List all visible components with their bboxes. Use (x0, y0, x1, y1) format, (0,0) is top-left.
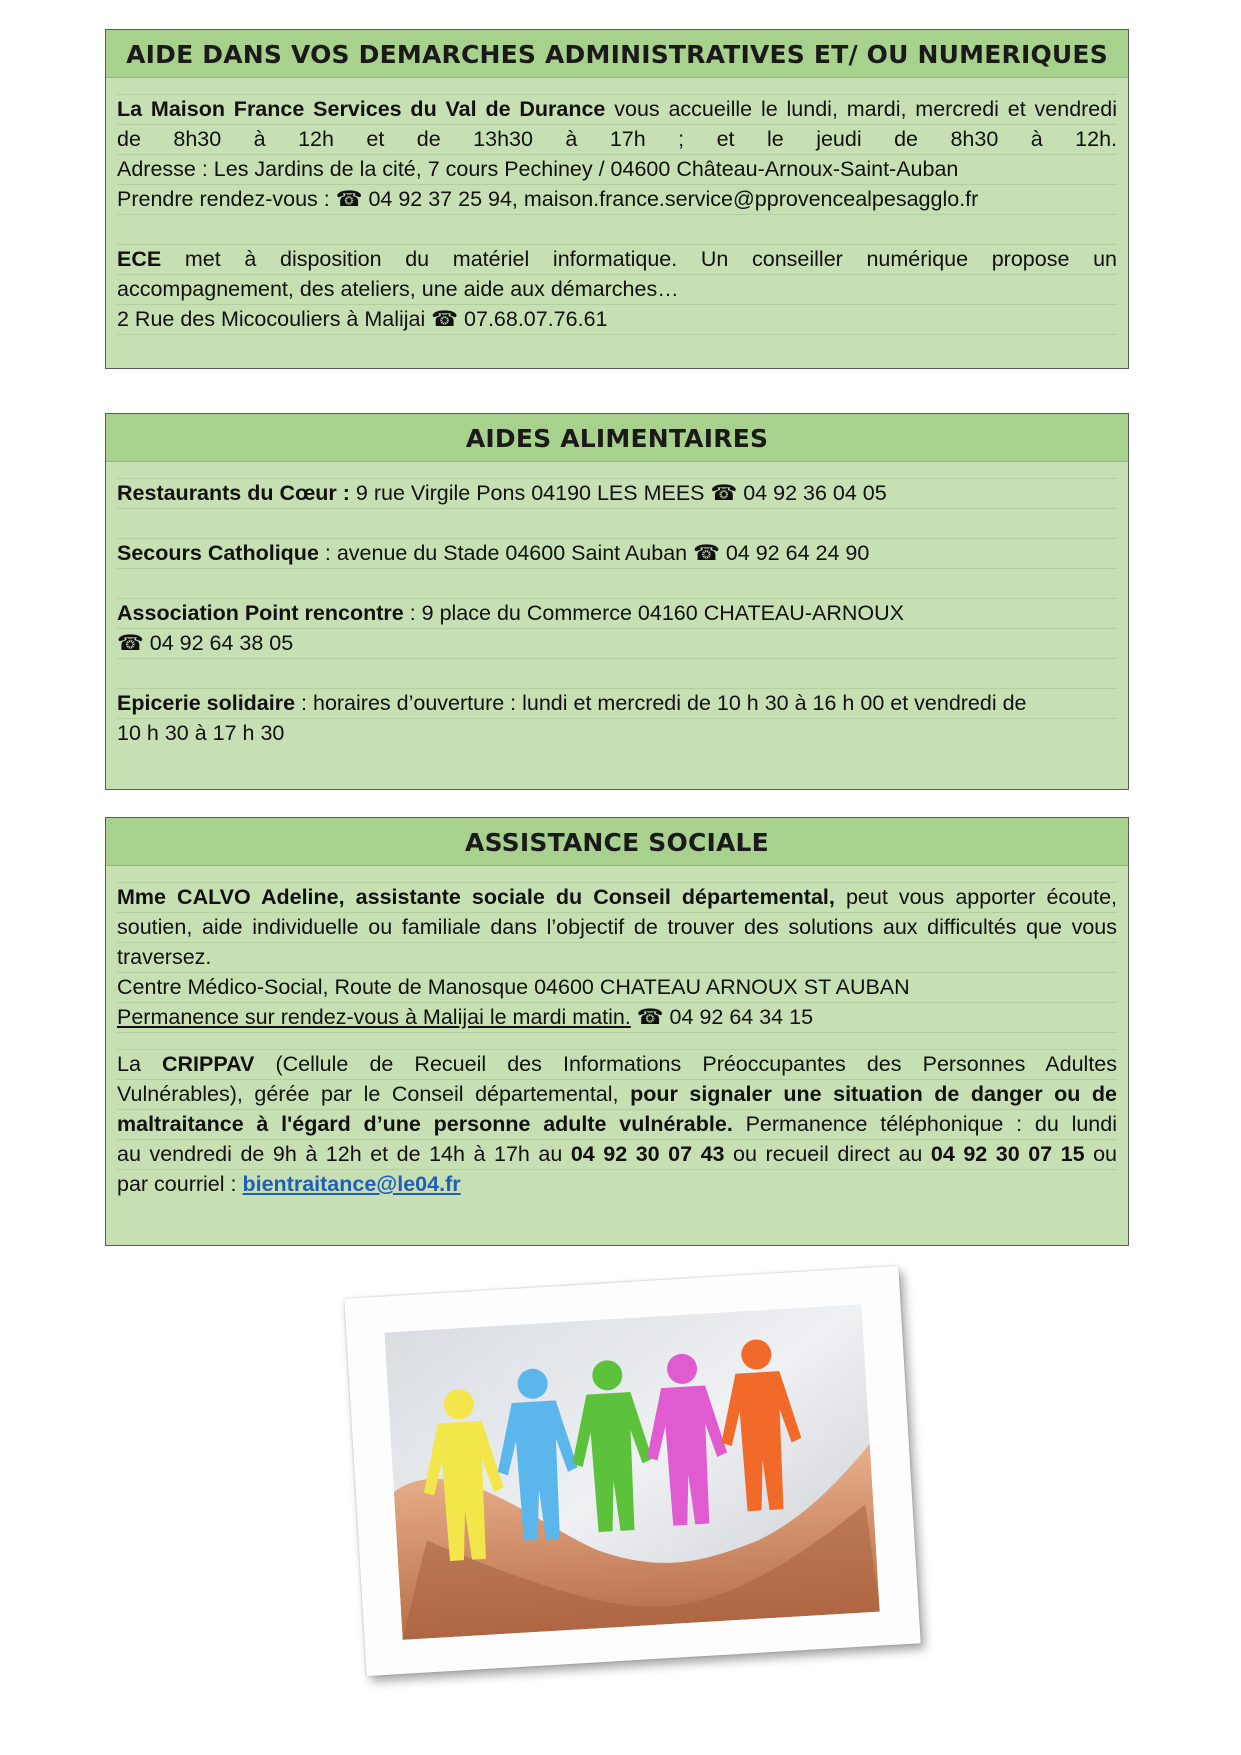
section-title: AIDES ALIMENTAIRES (106, 414, 1128, 462)
org-name: Association Point rencontre (117, 601, 404, 625)
email-link[interactable]: bientraitance@le04.fr (242, 1172, 461, 1196)
section-social-assistance (105, 817, 1129, 1246)
text-line: Restaurants du Cœur : 9 rue Virgile Pons 04190 LES MEES ☎ 04 92 36 04 05 (117, 479, 1117, 509)
section-title: AIDE DANS VOS DEMARCHES ADMINISTRATIVES ET/ OU NUMERIQUES (106, 30, 1128, 78)
text-line: par courriel : bientraitance@le04.fr (117, 1172, 461, 1196)
text-line: traversez. (117, 943, 1117, 973)
section-food-aid (105, 413, 1129, 790)
org-name: Epicerie solidaire (117, 691, 296, 715)
text-line: accompagnement, des ateliers, une aide aux démarches… (117, 275, 1117, 305)
address-line: Adresse : Les Jardins de la cité, 7 cours Pechiney / 04600 Château-Arnoux-Saint-Auban (117, 155, 1117, 185)
section-body (106, 866, 1128, 1199)
phone-number: 04 92 30 07 43 (570, 1142, 725, 1166)
text-line: La Maison France Services du Val de Durance vous accueille le lundi, mardi, mercredi et vendredi (117, 95, 1117, 125)
text-line: Epicerie solidaire : horaires d’ouverture : lundi et mercredi de 10 h 30 à 16 h 00 et vendredi de (117, 689, 1117, 719)
org-name: ECE (117, 247, 162, 271)
address-line: Centre Médico-Social, Route de Manosque 04600 CHATEAU ARNOUX ST AUBAN (117, 973, 1117, 1003)
section-title: ASSISTANCE SOCIALE (106, 818, 1128, 866)
text-line: maltraitance à l'égard d’une personne adulte vulnérable. Permanence téléphonique : du lundi (117, 1110, 1117, 1140)
text-line: Mme CALVO Adeline, assistante sociale du Conseil départemental, peut vous apporter écoute, (117, 883, 1117, 913)
org-name: Secours Catholique (117, 541, 319, 565)
hands-paper-people-photo (384, 1304, 879, 1640)
section-administrative-help (105, 29, 1129, 369)
text-line: Vulnérables), gérée par le Conseil départemental, pour signaler une situation de danger ou de (117, 1080, 1117, 1110)
phone-line: ☎ 04 92 64 38 05 (117, 629, 1117, 659)
appointment-line: Prendre rendez-vous : ☎ 04 92 37 25 94, maison.france.service@pprovencealpesagglo.fr (117, 185, 1117, 215)
photo-illustration (384, 1304, 879, 1640)
text-line: 10 h 30 à 17 h 30 (117, 721, 285, 745)
text-line: La CRIPPAV (Cellule de Recueil des Informations Préoccupantes des Personnes Adultes (117, 1050, 1117, 1080)
text-line: au vendredi de 9h à 12h et de 14h à 17h au 04 92 30 07 43 ou recueil direct au 04 92 30 07 15 ou (117, 1140, 1117, 1170)
text-line: Association Point rencontre : 9 place du Commerce 04160 CHATEAU-ARNOUX (117, 599, 1117, 629)
address-line: 2 Rue des Micocouliers à Malijai ☎ 07.68.07.76.61 (117, 305, 1117, 335)
section-body (106, 78, 1128, 335)
text-line: soutien, aide individuelle ou familiale dans l’objectif de trouver des solutions aux difficultés que vous (117, 913, 1117, 943)
person-name: Mme CALVO Adeline, assistante sociale du Conseil départemental, (117, 885, 835, 909)
photo-frame (344, 1266, 920, 1676)
text-line: Permanence sur rendez-vous à Malijai le mardi matin. ☎ 04 92 64 34 15 (117, 1003, 1117, 1033)
org-name: Restaurants du Cœur : (117, 481, 350, 505)
org-name: CRIPPAV (162, 1052, 255, 1076)
text-line: de 8h30 à 12h et de 13h30 à 17h ; et le jeudi de 8h30 à 12h. (117, 125, 1117, 155)
org-name: La Maison France Services du Val de Durance (117, 97, 606, 121)
text-line: ECE met à disposition du matériel informatique. Un conseiller numérique propose un (117, 245, 1117, 275)
section-body (106, 462, 1128, 748)
phone-number: 04 92 30 07 15 (930, 1142, 1085, 1166)
text-line: Secours Catholique : avenue du Stade 04600 Saint Auban ☎ 04 92 64 24 90 (117, 539, 1117, 569)
